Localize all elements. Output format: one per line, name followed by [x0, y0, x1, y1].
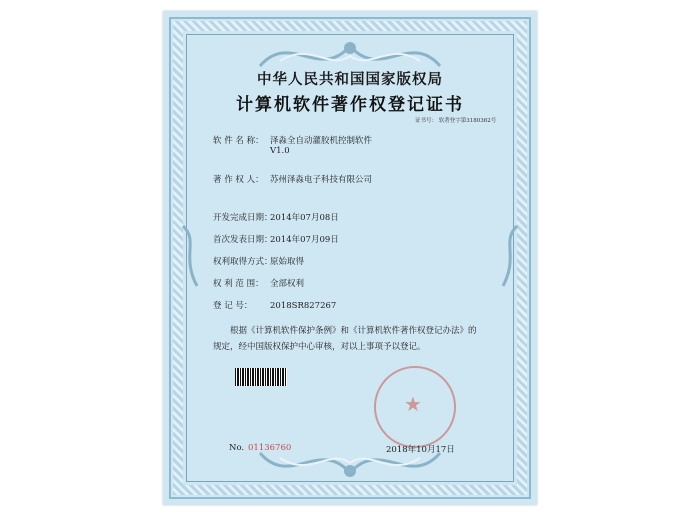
field-value: 全部权利: [270, 279, 305, 289]
certificate-title: 计算机软件著作权登记证书: [236, 95, 464, 115]
issue-date: 2018年10月17日: [386, 445, 455, 455]
field-value: 2014年07月09日: [270, 235, 339, 245]
field-acquisition-method: [213, 255, 304, 267]
certificate: [163, 11, 537, 505]
field-label: 权利取得方式：: [213, 257, 273, 267]
field-value: 苏州泽淼电子科技有限公司: [270, 175, 373, 185]
field-software-version: [270, 146, 290, 156]
field-label: 开发完成日期：: [213, 213, 273, 223]
left-ornament: [179, 221, 201, 291]
field-software-name: [213, 134, 372, 146]
field-label: 软 件 名 称：: [213, 136, 264, 146]
field-value: 2018SR827267: [270, 301, 337, 311]
statement-line-2: 规定，经中国版权保护中心审核，对以上事项予以登记。: [213, 342, 426, 352]
right-ornament: [499, 221, 521, 291]
field-label: 首次发表日期：: [213, 235, 273, 245]
field-value: V1.0: [270, 146, 290, 156]
certificate-number: 证书号： 软著登字第3180362号: [415, 118, 497, 124]
field-value: 泽淼全自动灌胶机控制软件: [270, 136, 373, 146]
serial-number: 01136760: [248, 443, 292, 453]
field-label: 登 记 号：: [213, 301, 253, 311]
field-label: 著 作 权 人：: [213, 175, 264, 185]
barcode-image: [235, 368, 287, 386]
field-registration-number: [213, 299, 336, 311]
field-label: 权 利 范 围：: [213, 279, 264, 289]
issuer-title: 中华人民共和国国家版权局: [257, 71, 443, 88]
field-completion-date: [213, 211, 339, 223]
field-value: 2014年07月08日: [270, 213, 339, 223]
serial-label: No.: [229, 443, 245, 453]
field-publication-date: [213, 233, 339, 245]
seal-star-icon: ★: [404, 392, 422, 416]
field-copyright-owner: [213, 173, 372, 185]
field-value: 原始取得: [270, 257, 305, 267]
field-rights-scope: [213, 277, 304, 289]
certification-statement: [213, 323, 503, 355]
statement-line-1: 根据《计算机软件保护条例》和《计算机软件著作权登记办法》的: [230, 326, 477, 336]
